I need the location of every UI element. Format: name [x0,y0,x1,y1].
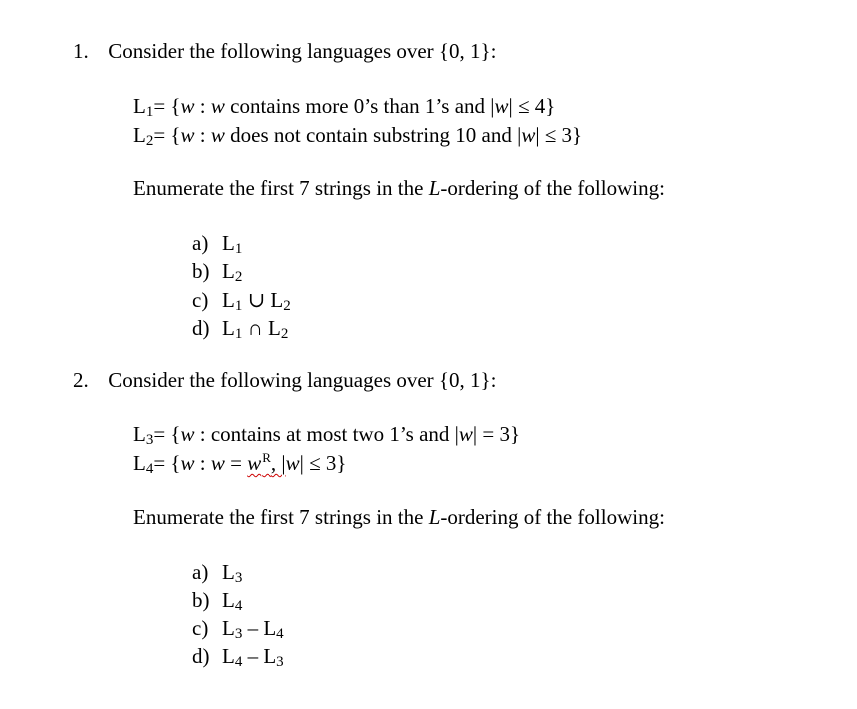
q1-L2-definition: $L_2= \{w$ : w does not contain substring 10 and |w| ≤ 3} [133,123,583,149]
subscript: 2 [283,298,291,314]
q1-item [192,288,291,314]
q1-enumerate-instruction: Enumerate the first 7 strings in the L-ordering of the following: [133,176,665,200]
q2-item [192,616,284,642]
item-letter: d) [192,644,210,668]
q2-L4-definition: $L_4= \{w$ : $w = w^R$, |w| ≤ 3} [133,450,347,477]
item-expression: L [222,588,235,612]
item-expression: ∪ L [242,288,284,312]
item-expression: – L [242,616,277,640]
item-letter: b) [192,259,210,283]
item-letter: a) [192,231,209,255]
q2-item [192,588,243,614]
subscript: 3 [234,570,243,586]
q2-item [192,560,243,586]
item-letter: b) [192,588,210,612]
item-expression: ∩ L [242,316,281,340]
item-expression: – L [242,644,277,668]
item-expression: L [222,288,235,312]
q2-intro: Consider the following languages over {0, 1}: [108,368,497,392]
q1-item [192,259,243,285]
q2-enumerate-instruction: Enumerate the first 7 strings in the L-ordering of the following: [133,505,665,529]
item-expression: L [222,616,235,640]
subscript: 1 [234,326,243,342]
item-letter: c) [192,288,209,312]
item-letter: c) [192,616,209,640]
spellcheck-underline: $w^R$, | [247,450,286,475]
q1-item [192,231,243,257]
item-expression: L [222,316,235,340]
subscript: 4 [234,654,243,670]
subscript: 4 [234,598,243,614]
item-expression: L [222,259,235,283]
subscript: 2 [280,326,289,342]
subscript: 3 [234,626,243,642]
q1-number: 1. [73,39,89,63]
q1-L1-definition: $L_1= \{w$ : w contains more 0’s than 1’s and |w| ≤ 4} [133,94,556,120]
subscript: 1 [234,298,243,314]
q2-number: 2. [73,368,89,392]
q2-header [73,370,496,391]
subscript: 3 [276,654,284,670]
q2-L3-definition: $L_3= \{w$ : contains at most two 1’s and |w| = 3} [133,422,521,448]
item-letter: a) [192,560,209,584]
item-expression: L [222,560,235,584]
q1-item [192,316,289,342]
subscript: 1 [234,241,243,257]
subscript: 4 [276,626,284,642]
subscript: 2 [234,269,243,285]
item-letter: d) [192,316,210,340]
item-expression: L [222,231,235,255]
q1-intro: Consider the following languages over {0, 1}: [108,39,497,63]
item-expression: L [222,644,235,668]
q1-header [73,41,496,62]
q2-item [192,644,284,670]
